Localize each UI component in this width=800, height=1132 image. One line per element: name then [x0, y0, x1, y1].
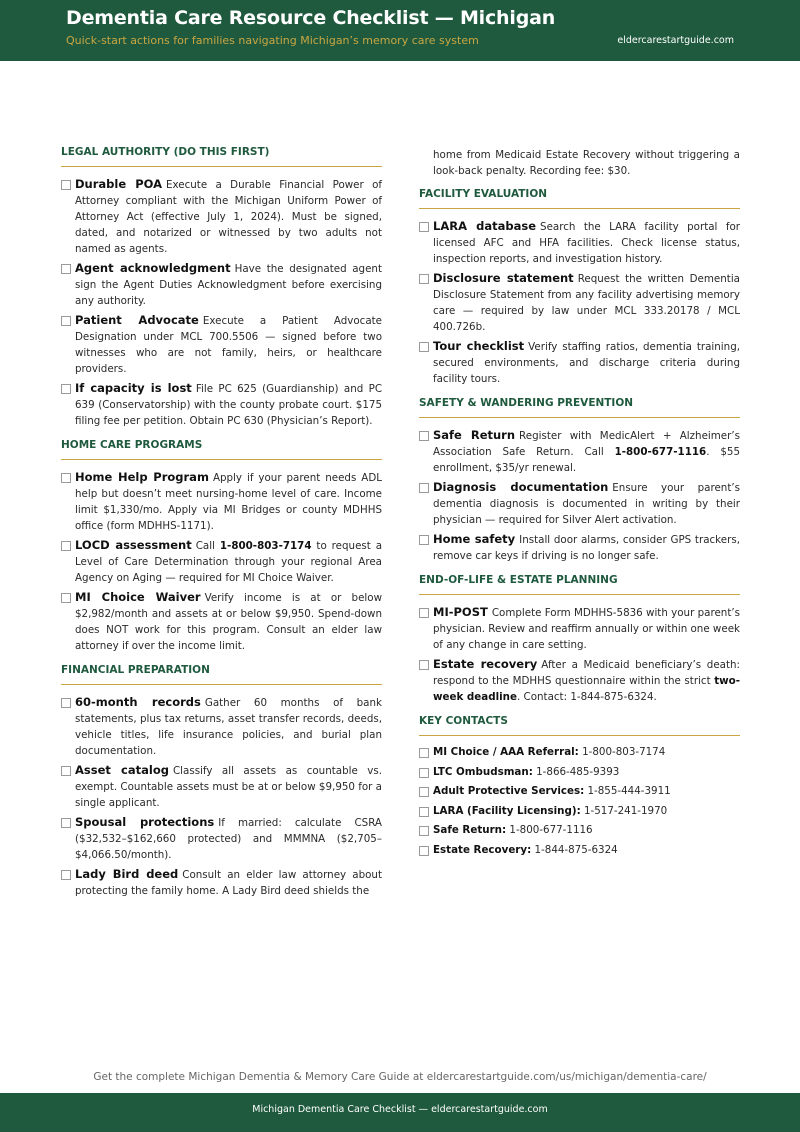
- item-continuation: home from Medicaid Estate Recovery without triggering a look-back penalty. Recording fee: $30.: [433, 149, 740, 177]
- checkbox[interactable]: [419, 807, 429, 817]
- checkbox[interactable]: [419, 483, 429, 493]
- checkbox[interactable]: [61, 818, 71, 828]
- section-title: SAFETY & WANDERING PREVENTION: [419, 397, 740, 418]
- checkbox[interactable]: [61, 384, 71, 394]
- checkbox[interactable]: [61, 541, 71, 551]
- section-legal: [61, 146, 382, 429]
- contact-item: Estate Recovery: 1-844-875-6324: [419, 843, 740, 857]
- checkbox[interactable]: [419, 608, 429, 618]
- checklist-item: Patient Advocate Execute a Patient Advocate Designation under MCL 700.5506 — signed before two witnesses who are not family, heirs, or healthcare providers.: [61, 312, 382, 377]
- deadline-text: two-week deadline: [433, 675, 740, 703]
- checkbox[interactable]: [419, 431, 429, 441]
- section-title: FACILITY EVALUATION: [419, 188, 740, 209]
- phone-number: 1-800-677-1116: [614, 446, 707, 458]
- page-header: [0, 0, 800, 61]
- checklist-item: Disclosure statement Request the written Dementia Disclosure Statement from any facility advertising memory care — required by law under MCL 333.20178 / MCL 400.726b.: [419, 270, 740, 335]
- checkbox[interactable]: [61, 766, 71, 776]
- checklist-item: LARA database Search the LARA facility portal for licensed AFC and HFA facilities. Check license status, inspection reports, and investigation history.: [419, 218, 740, 267]
- section-title: END-OF-LIFE & ESTATE PLANNING: [419, 574, 740, 595]
- section-home-care: [61, 439, 382, 654]
- section-financial: [61, 664, 382, 899]
- phone-number: 1-800-803-7174: [219, 540, 312, 552]
- section-title: LEGAL AUTHORITY (DO THIS FIRST): [61, 146, 382, 167]
- checklist-item: MI-POST Complete Form MDHHS-5836 with your parent’s physician. Review and reaffirm annually or within one week of any change in care setting.: [419, 604, 740, 653]
- checkbox[interactable]: [61, 316, 71, 326]
- checkbox[interactable]: [61, 870, 71, 880]
- checkbox[interactable]: [419, 342, 429, 352]
- checkbox[interactable]: [419, 768, 429, 778]
- checklist-item: Home Help Program Apply if your parent needs ADL help but doesn’t meet nursing-home level of care. Income limit $1,330/mo. Apply via MI Bridges or county MDHHS office (form MDHHS-1171).: [61, 469, 382, 534]
- checklist-item: Asset catalog Classify all assets as countable vs. exempt. Countable assets must be at or below $9,950 for a single applicant.: [61, 762, 382, 811]
- page-subtitle: Quick-start actions for families navigating Michigan’s memory care system: [66, 34, 479, 47]
- checklist-item: Durable POA Execute a Durable Financial Power of Attorney compliant with the Michigan Uniform Power of Attorney Act (effective July 1, 2024). Must be signed, dated, and notarized or witnessed by two adults not named as agents.: [61, 176, 382, 257]
- checkbox[interactable]: [419, 846, 429, 856]
- site-link[interactable]: eldercarestartguide.com: [617, 35, 734, 46]
- section-safety: [419, 397, 740, 564]
- checklist-item: LOCD assessment Call 1-800-803-7174 to request a Level of Care Determination through your regional Area Agency on Aging — required for MI Choice Waiver.: [61, 537, 382, 586]
- checkbox[interactable]: [61, 180, 71, 190]
- checklist-item: Tour checklist Verify staffing ratios, dementia training, secured environments, and discharge criteria during facility tours.: [419, 338, 740, 387]
- checklist-item: Estate recovery After a Medicaid beneficiary’s death: respond to the MDHHS questionnaire within the strict two-week deadline. Contact: 1-844-875-6324.: [419, 656, 740, 705]
- section-key-contacts: [419, 715, 740, 857]
- checkbox[interactable]: [419, 535, 429, 545]
- checklist-item: Lady Bird deed Consult an elder law attorney about protecting the family home. A Lady Bird deed shields the: [61, 866, 382, 899]
- right-column: [419, 147, 740, 867]
- checkbox[interactable]: [61, 264, 71, 274]
- checkbox[interactable]: [419, 222, 429, 232]
- contact-item: LARA (Facility Licensing): 1-517-241-1970: [419, 804, 740, 818]
- section-title: HOME CARE PROGRAMS: [61, 439, 382, 460]
- checkbox[interactable]: [419, 787, 429, 797]
- checklist-item: Agent acknowledgment Have the designated agent sign the Agent Duties Acknowledgment before exercising any authority.: [61, 260, 382, 309]
- checklist-item: Home safety Install door alarms, consider GPS trackers, remove car keys if driving is no longer safe.: [419, 531, 740, 564]
- section-title: FINANCIAL PREPARATION: [61, 664, 382, 685]
- checkbox[interactable]: [61, 698, 71, 708]
- checkbox[interactable]: [419, 274, 429, 284]
- checkbox[interactable]: [61, 593, 71, 603]
- page-footer: Michigan Dementia Care Checklist — eldercarestartguide.com: [0, 1093, 800, 1132]
- contact-item: Safe Return: 1-800-677-1116: [419, 823, 740, 837]
- contact-item: Adult Protective Services: 1-855-444-3911: [419, 784, 740, 798]
- page-title: Dementia Care Resource Checklist — Michigan: [66, 7, 556, 29]
- checklist-item: Diagnosis documentation Ensure your parent’s dementia diagnosis is documented in writing by their physician — required for Silver Alert activation.: [419, 479, 740, 528]
- section-title: KEY CONTACTS: [419, 715, 740, 736]
- checkbox[interactable]: [61, 473, 71, 483]
- left-column: [61, 146, 382, 909]
- checklist-item: Spousal protections If married: calculate CSRA ($32,532–$162,660 protected) and MMMNA ($2,705–$4,066.50/month).: [61, 814, 382, 863]
- contact-item: LTC Ombudsman: 1-866-485-9393: [419, 765, 740, 779]
- contact-item: MI Choice / AAA Referral: 1-800-803-7174: [419, 745, 740, 759]
- checkbox[interactable]: [419, 826, 429, 836]
- checklist-item: MI Choice Waiver Verify income is at or below $2,982/month and assets at or below $9,950. Spend-down does NOT work for this program. Consult an elder law attorney if over the income limit.: [61, 589, 382, 654]
- checkbox[interactable]: [419, 748, 429, 758]
- checklist-item: If capacity is lost File PC 625 (Guardianship) and PC 639 (Conservatorship) with the county probate court. $175 filing fee per petition. Obtain PC 630 (Physician’s Report).: [61, 380, 382, 429]
- checklist-item: Safe Return Register with MedicAlert + Alzheimer’s Association Safe Return. Call 1-800-677-1116. $55 enrollment, $35/yr renewal.: [419, 427, 740, 476]
- checkbox[interactable]: [419, 660, 429, 670]
- guide-link-note[interactable]: Get the complete Michigan Dementia & Memory Care Guide at eldercarestartguide.com/us/michigan/dementia-care/: [93, 1071, 707, 1083]
- checklist-item: 60-month records Gather 60 months of bank statements, plus tax returns, asset transfer records, deeds, vehicle titles, life insurance policies, and burial plan documentation.: [61, 694, 382, 759]
- section-end-of-life: [419, 574, 740, 705]
- section-facility: [419, 188, 740, 387]
